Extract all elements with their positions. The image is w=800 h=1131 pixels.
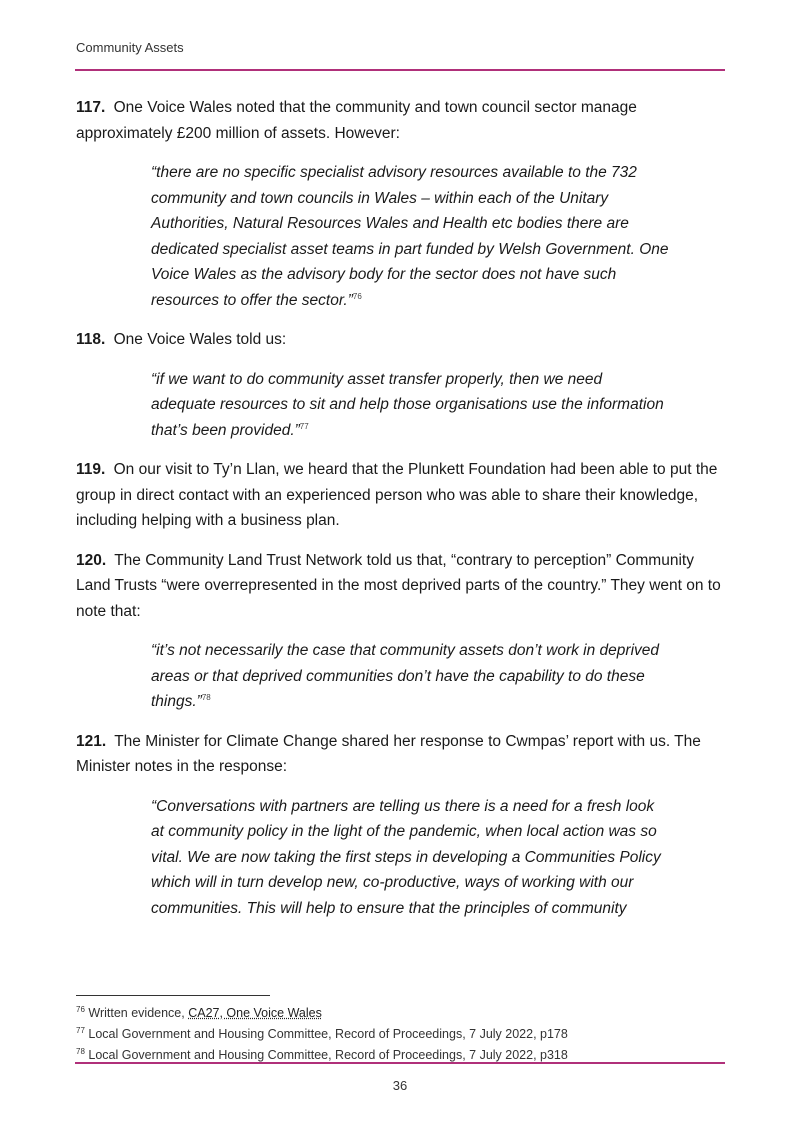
footnote-text: Written evidence, [88,1006,189,1021]
paragraph-text: The Community Land Trust Network told us that, “contrary to perception” Community Land Trusts “were overrepresented in the most deprived parts of the country.” They went on to note that: [76,551,721,620]
paragraph-number: 118. [76,331,106,348]
footnote-number: 78 [76,1047,85,1057]
footnote-76 [76,1001,726,1022]
footnote-text: Local Government and Housing Committee, Record of Proceedings, 7 July 2022, p178 [88,1027,568,1042]
footer-rule [75,1062,725,1064]
paragraph-120 [76,548,726,625]
footnote-text: Local Government and Housing Committee, Record of Proceedings, 7 July 2022, p318 [88,1048,568,1063]
footnote-ref[interactable]: 78 [201,692,211,702]
paragraph-117 [76,95,726,146]
paragraph-text: One Voice Wales noted that the community and town council sector manage approximately £200 million of assets. However: [76,99,637,142]
quote-block [151,367,671,444]
quote-block [151,794,671,922]
paragraph-number: 121. [76,732,107,750]
paragraph-text: One Voice Wales told us: [113,331,287,348]
footnote-number: 76 [76,1005,85,1014]
body-content [76,95,726,935]
quote-text: “it’s not necessarily the case that community assets don’t work in deprived areas or that deprived communities don’t have the capability to do these things.” [151,642,660,710]
paragraph-121 [76,729,726,780]
footnote-ref[interactable]: 77 [299,421,309,431]
paragraph-119 [76,457,726,534]
paragraph-number: 119. [76,461,106,478]
footnote-number: 77 [76,1026,85,1036]
footnote-77 [76,1022,726,1043]
quote-block [151,160,671,313]
footnote-ref[interactable]: 76 [352,291,362,301]
paragraph-text: On our visit to Ty’n Llan, we heard that the Plunkett Foundation had been able to put the group in direct contact with an experienced person who was able to share their knowledge, including helping with a business plan. [76,461,718,529]
page-number: 36 [392,1078,408,1093]
header-rule [75,69,725,71]
paragraph-number: 120. [76,551,107,569]
quote-text: “Conversations with partners are telling us there is a need for a fresh look at community policy in the light of the pandemic, when local action was so vital. We are now taking the first steps in developing a Communities Policy which will in turn develop new, co-productive, ways of working with our communities. This will help to ensure that the principles of community [151,797,661,917]
running-title: Community Assets [76,40,184,55]
paragraph-text: The Minister for Climate Change shared her response to Cwmpas’ report with us. The Minister notes in the response: [76,732,701,775]
paragraph-number: 117. [76,99,106,116]
footnote-link[interactable]: CA27, One Voice Wales [188,1006,322,1021]
paragraph-118 [76,327,726,353]
quote-text: “if we want to do community asset transfer properly, then we need adequate resources to sit and help those organisations use the information that’s been provided.” [151,370,664,439]
quote-text: “there are no specific specialist advisory resources available to the 732 community and town councils in Wales – within each of the Unitary Authorities, Natural Resources Wales and Health etc bodies there are dedicated specialist asset teams in part funded by Welsh Government. One Voice Wales as the advisory body for the sector does not have such resources to offer the sector.” [151,164,669,309]
footnotes [76,1001,726,1064]
footnote-separator [76,995,270,996]
quote-block [151,638,671,715]
